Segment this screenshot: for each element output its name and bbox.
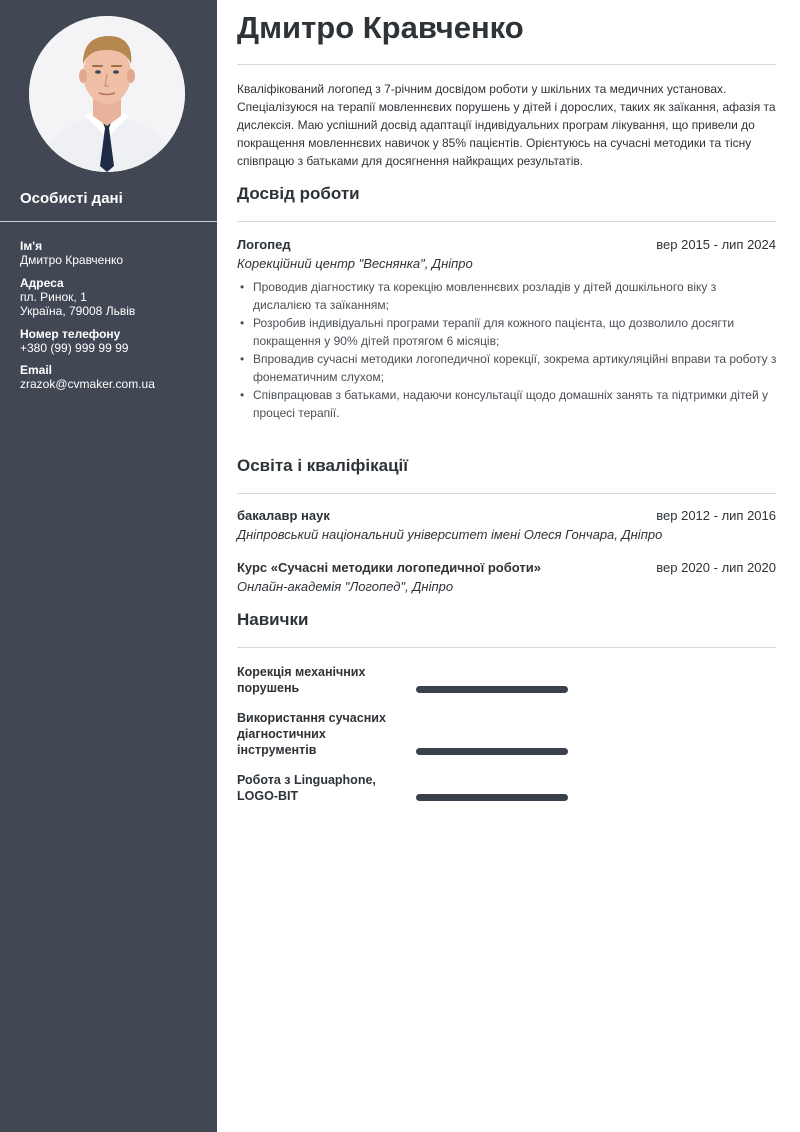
field-email	[20, 363, 210, 392]
field-address	[20, 276, 210, 319]
field-value: +380 (99) 999 99 99	[20, 340, 129, 355]
job-dates: вер 2015 - лип 2024	[656, 237, 776, 252]
field-value-line: Україна, 79008 Львів	[20, 304, 136, 318]
personal-details-heading: Особисті дані	[20, 190, 123, 207]
field-value: zrazok@cvmaker.com.ua	[20, 377, 155, 391]
education-dates: вер 2020 - лип 2020	[656, 560, 776, 575]
job-entry	[237, 237, 776, 271]
skill-level-bar	[416, 794, 568, 801]
field-name	[20, 239, 210, 268]
header-divider	[237, 64, 776, 65]
education-degree: бакалавр наук	[237, 508, 330, 523]
experience-divider	[237, 221, 776, 222]
sidebar-divider	[0, 221, 217, 222]
avatar	[29, 16, 185, 172]
education-school: Онлайн-академія "Логопед", Дніпро	[237, 579, 454, 594]
skill-level-bar	[416, 686, 568, 693]
list-item: • Проводив діагностику та корекцію мовленнєвих розладів у дітей дошкільного віку з дислалією та заїканням;	[237, 278, 777, 314]
sidebar	[0, 0, 217, 1132]
field-value-line: пл. Ринок, 1	[20, 289, 87, 304]
field-label: Email	[20, 363, 53, 377]
profile-summary: Кваліфікований логопед з 7-річним досвідом роботи у шкільних та медичних установах. Спеціалізуюся на терапії мовленнєвих порушень у дітей і дорослих, таких як заїкання, афазія та дислексія. Маю успішний досвід адаптації індивідуальних програм лікування, що привели до покращення мовленнєвих навичок у 85% пацієнтів. Орієнтуюсь на сучасні методики та тісну співпрацю з батьками для досягнення найкращих результатів.	[237, 82, 776, 168]
skills-divider	[237, 647, 776, 648]
education-school: Дніпровський національний університет імені Олеся Гончара, Дніпро	[237, 527, 663, 542]
skill-name: Корекція механічних порушень	[237, 665, 366, 695]
job-achievements	[237, 278, 777, 422]
skill-level-fill	[416, 686, 568, 693]
skill-name: Використання сучасних діагностичних інструментів	[237, 711, 386, 757]
field-label: Ім'я	[20, 239, 43, 253]
profile-photo	[29, 16, 185, 172]
education-entry	[237, 560, 776, 594]
skill-name: Робота з Linguaphone, LOGO-BIT	[237, 773, 376, 803]
list-item: • Розробив індивідуальні програми терапії для кожного пацієнта, що дозволило досягти покращення у 90% дітей протягом 6 місяців;	[237, 314, 777, 350]
education-degree: Курс «Сучасні методики логопедичної роботи»	[237, 560, 541, 575]
experience-heading: Досвід роботи	[237, 184, 360, 203]
personal-details	[20, 239, 210, 400]
field-phone	[20, 327, 210, 356]
field-label: Номер телефону	[20, 326, 121, 341]
skill-level-bar	[416, 748, 568, 755]
list-item: • Співпрацював з батьками, надаючи консультації щодо домашніх занять та підтримки дітей у процесі терапії.	[237, 386, 777, 422]
list-item: • Впровадив сучасні методики логопедичної корекції, зокрема артикуляційні вправи та роботу з фонематичним слухом;	[237, 350, 777, 386]
education-entry	[237, 508, 776, 542]
education-heading: Освіта і кваліфікації	[237, 456, 409, 475]
job-employer: Корекційний центр "Веснянка", Дніпро	[237, 256, 473, 271]
candidate-name: Дмитро Кравченко	[237, 10, 524, 45]
field-label: Адреса	[20, 275, 64, 290]
skill-level-fill	[416, 748, 568, 755]
skill-level-fill	[416, 794, 568, 801]
skills-heading: Навички	[237, 610, 309, 629]
field-value: Дмитро Кравченко	[20, 253, 124, 267]
education-divider	[237, 493, 776, 494]
job-position: Логопед	[237, 237, 291, 252]
education-dates: вер 2012 - лип 2016	[656, 508, 776, 523]
